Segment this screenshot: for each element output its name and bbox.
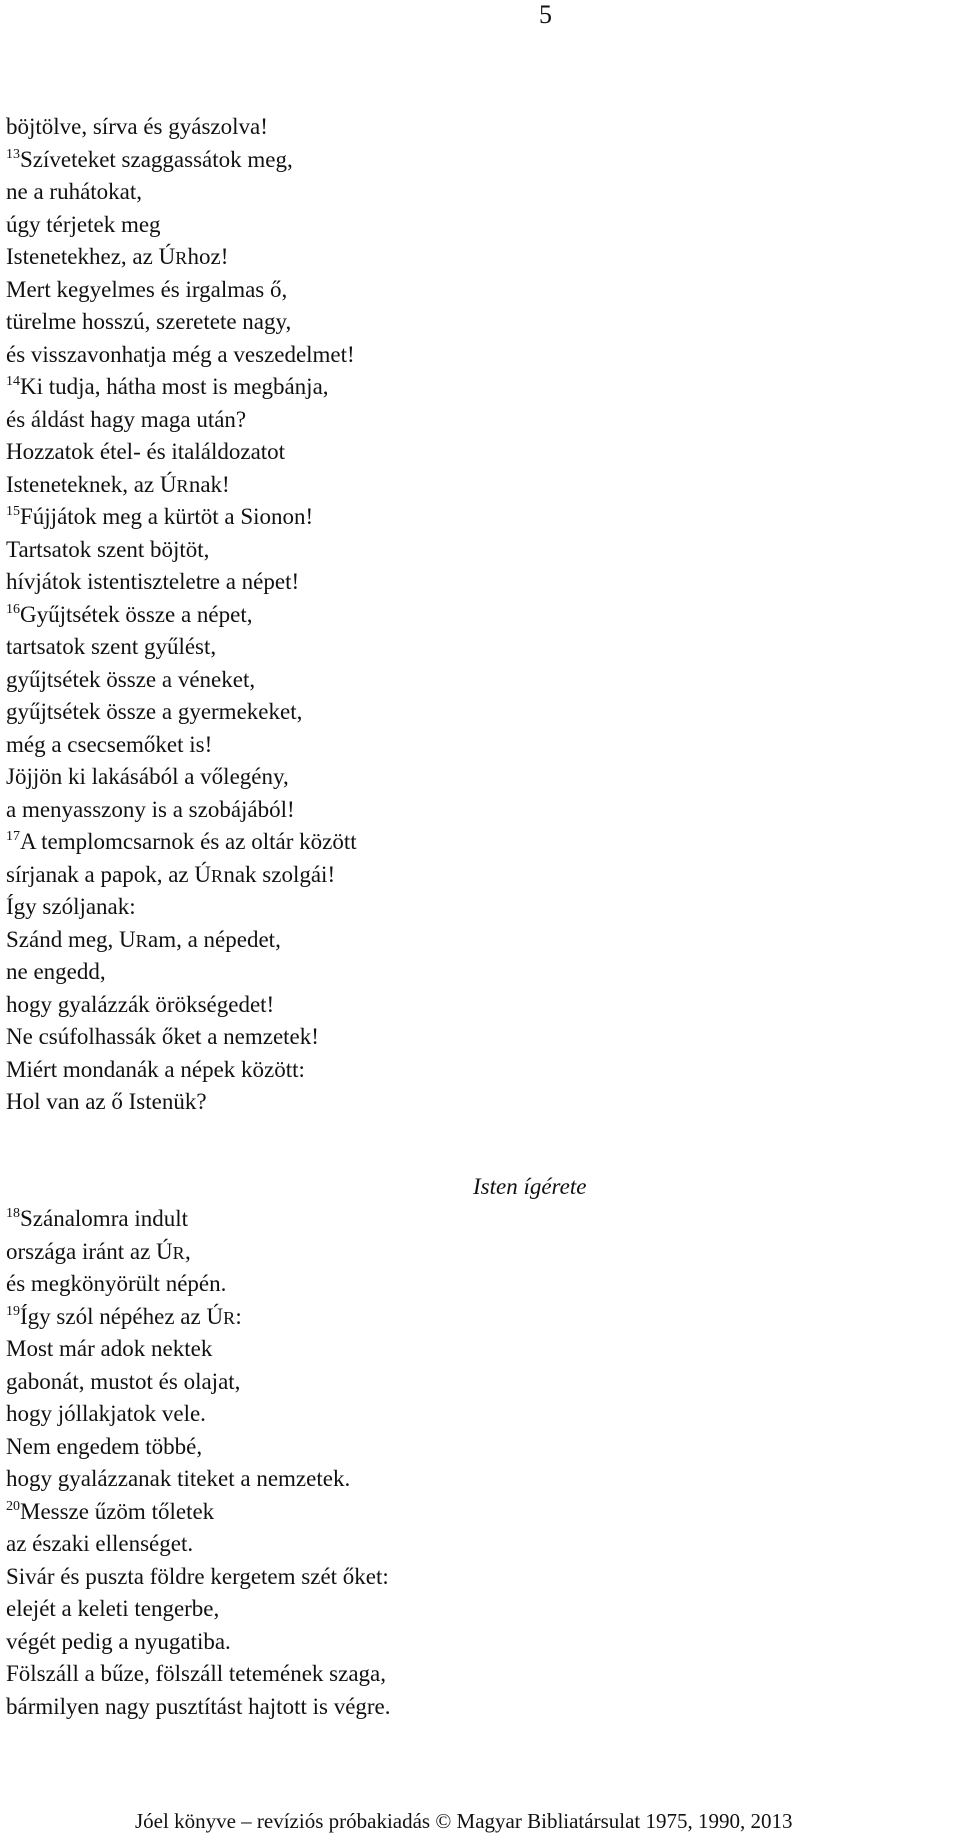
verse-number: 19 xyxy=(6,1303,20,1319)
line-text: országa iránt az Ú xyxy=(6,1238,173,1264)
verse-line xyxy=(6,436,526,469)
line-text: Sivár és puszta földre kergetem szét őket: xyxy=(6,1563,389,1589)
verse-line xyxy=(6,1333,526,1366)
verse-line xyxy=(6,729,526,762)
poem-section-1 xyxy=(6,111,526,1119)
verse-line xyxy=(6,274,526,307)
verse-line xyxy=(6,339,526,372)
verse-number: 15 xyxy=(6,504,20,519)
verse-number: 18 xyxy=(6,1206,20,1221)
line-text: Miért mondanák a népek között: xyxy=(6,1056,305,1082)
line-text: végét pedig a nyugatiba. xyxy=(6,1628,231,1654)
verse-line xyxy=(6,404,526,437)
line-text: gyűjtsétek össze a véneket, xyxy=(6,666,256,692)
small-caps-text: R xyxy=(211,865,224,886)
verse-line xyxy=(6,1021,526,1054)
line-text-suffix: nak szolgái! xyxy=(223,861,336,887)
line-text: Ne csúfolhassák őket a nemzetek! xyxy=(6,1024,319,1049)
line-text: türelme hosszú, szeretete nagy, xyxy=(6,309,292,334)
page-number: 5 xyxy=(539,0,552,29)
verse-line xyxy=(6,761,526,794)
line-text: és megkönyörült népén. xyxy=(6,1271,227,1296)
verse-line xyxy=(6,566,526,599)
line-text: Ki tudja, hátha most is megbánja, xyxy=(20,374,329,399)
line-text: Nem engedem többé, xyxy=(6,1433,203,1459)
line-text: Így szól népéhez az Ú xyxy=(20,1303,224,1329)
line-text: hogy gyalázzanak titeket a nemzetek. xyxy=(6,1466,351,1491)
verse-line xyxy=(6,1301,526,1334)
verse-line xyxy=(6,1398,526,1431)
verse-line xyxy=(6,826,526,859)
verse-line xyxy=(6,111,526,144)
verse-line xyxy=(6,1086,526,1119)
verse-line xyxy=(6,1236,526,1269)
line-text: Hozzatok étel- és italáldozatot xyxy=(6,439,286,464)
line-text: úgy térjetek meg xyxy=(6,211,161,237)
verse-line xyxy=(6,1463,526,1496)
verse-line xyxy=(6,1528,526,1561)
verse-line xyxy=(6,371,526,404)
verse-line xyxy=(6,599,526,632)
verse-line xyxy=(6,891,526,924)
line-text-suffix: am, a népedet, xyxy=(148,926,281,952)
line-text: és visszavonhatja még a veszedelmet! xyxy=(6,341,355,367)
line-text: Isteneteknek, az Ú xyxy=(6,471,177,497)
line-text: gyűjtsétek össze a gyermekeket, xyxy=(6,699,303,724)
poem-section-2 xyxy=(6,1203,526,1723)
verse-line xyxy=(6,1054,526,1087)
line-text-suffix: : xyxy=(235,1303,242,1329)
line-text: Istenetekhez, az Ú xyxy=(6,244,176,269)
line-text: böjtölve, sírva és gyászolva! xyxy=(6,114,268,139)
verse-line xyxy=(6,176,526,209)
verse-line xyxy=(6,924,526,957)
line-text-suffix: nak! xyxy=(188,471,230,497)
line-text: Tartsatok szent böjtöt, xyxy=(6,536,210,562)
verse-line xyxy=(6,469,526,502)
verse-number: 14 xyxy=(6,374,20,389)
line-text: Gyűjtsétek össze a népet, xyxy=(20,601,253,627)
verse-line xyxy=(6,534,526,567)
verse-line xyxy=(6,1203,526,1236)
line-text: Így szóljanak: xyxy=(6,894,136,919)
line-text: Fölszáll a bűze, fölszáll tetemének szaga, xyxy=(6,1661,386,1686)
line-text: Szánalomra indult xyxy=(20,1206,188,1231)
line-text: hogy gyalázzák örökségedet! xyxy=(6,991,275,1017)
small-caps-text: R xyxy=(223,1307,236,1328)
verse-line xyxy=(6,1593,526,1626)
line-text: Fújjátok meg a kürtöt a Sionon! xyxy=(20,504,314,529)
verse-line xyxy=(6,241,526,274)
verse-line xyxy=(6,956,526,989)
line-text: az északi ellenséget. xyxy=(6,1531,194,1556)
verse-line xyxy=(6,631,526,664)
line-text: Most már adok nektek xyxy=(6,1336,213,1361)
line-text: Hol van az ő Istenük? xyxy=(6,1089,207,1114)
verse-line xyxy=(6,306,526,339)
line-text: Messze űzöm tőletek xyxy=(20,1498,215,1524)
line-text: sírjanak a papok, az Ú xyxy=(6,861,212,887)
small-caps-text: R xyxy=(135,930,148,951)
line-text: bármilyen nagy pusztítást hajtott is végre. xyxy=(6,1693,391,1719)
verse-line xyxy=(6,1366,526,1399)
line-text: hívjátok istentiszteletre a népet! xyxy=(6,569,300,594)
verse-line xyxy=(6,859,526,892)
verse-line xyxy=(6,1658,526,1691)
verse-line xyxy=(6,696,526,729)
verse-line xyxy=(6,1268,526,1301)
line-text: Szánd meg, U xyxy=(6,926,136,952)
verse-number: 16 xyxy=(6,601,20,617)
line-text-suffix: , xyxy=(185,1238,191,1264)
verse-line xyxy=(6,1431,526,1464)
line-text: Mert kegyelmes és irgalmas ő, xyxy=(6,276,288,302)
line-text: a menyasszony is a szobájából! xyxy=(6,796,295,822)
line-text: elejét a keleti tengerbe, xyxy=(6,1596,220,1621)
page-footer: Jóel könyve – revíziós próbakiadás © Magyar Bibliatársulat 1975, 1990, 2013 xyxy=(135,1809,793,1833)
small-caps-text: R xyxy=(175,248,188,268)
verse-number: 13 xyxy=(6,146,20,162)
verse-line xyxy=(6,1626,526,1659)
verse-line xyxy=(6,501,526,534)
line-text: Jöjjön ki lakásából a vőlegény, xyxy=(6,764,289,789)
verse-line xyxy=(6,144,526,177)
verse-line xyxy=(6,794,526,827)
line-text: és áldást hagy maga után? xyxy=(6,406,247,432)
line-text: még a csecsemőket is! xyxy=(6,731,213,757)
small-caps-text: R xyxy=(176,475,189,496)
small-caps-text: R xyxy=(172,1242,185,1263)
verse-line xyxy=(6,1691,526,1724)
verse-line xyxy=(6,209,526,242)
line-text: Szíveteket szaggassátok meg, xyxy=(20,146,293,172)
line-text: A templomcsarnok és az oltár között xyxy=(20,829,357,854)
verse-line xyxy=(6,1496,526,1529)
line-text: ne a ruhátokat, xyxy=(6,179,143,204)
verse-line xyxy=(6,664,526,697)
verse-number: 17 xyxy=(6,829,20,844)
verse-number: 20 xyxy=(6,1498,20,1514)
line-text: ne engedd, xyxy=(6,959,106,984)
verse-line xyxy=(6,989,526,1022)
line-text-suffix: hoz! xyxy=(187,244,229,269)
line-text: hogy jóllakjatok vele. xyxy=(6,1401,206,1426)
section-heading: Isten ígérete xyxy=(473,1174,587,1199)
line-text: tartsatok szent gyűlést, xyxy=(6,634,217,659)
verse-line xyxy=(6,1561,526,1594)
line-text: gabonát, mustot és olajat, xyxy=(6,1368,241,1394)
